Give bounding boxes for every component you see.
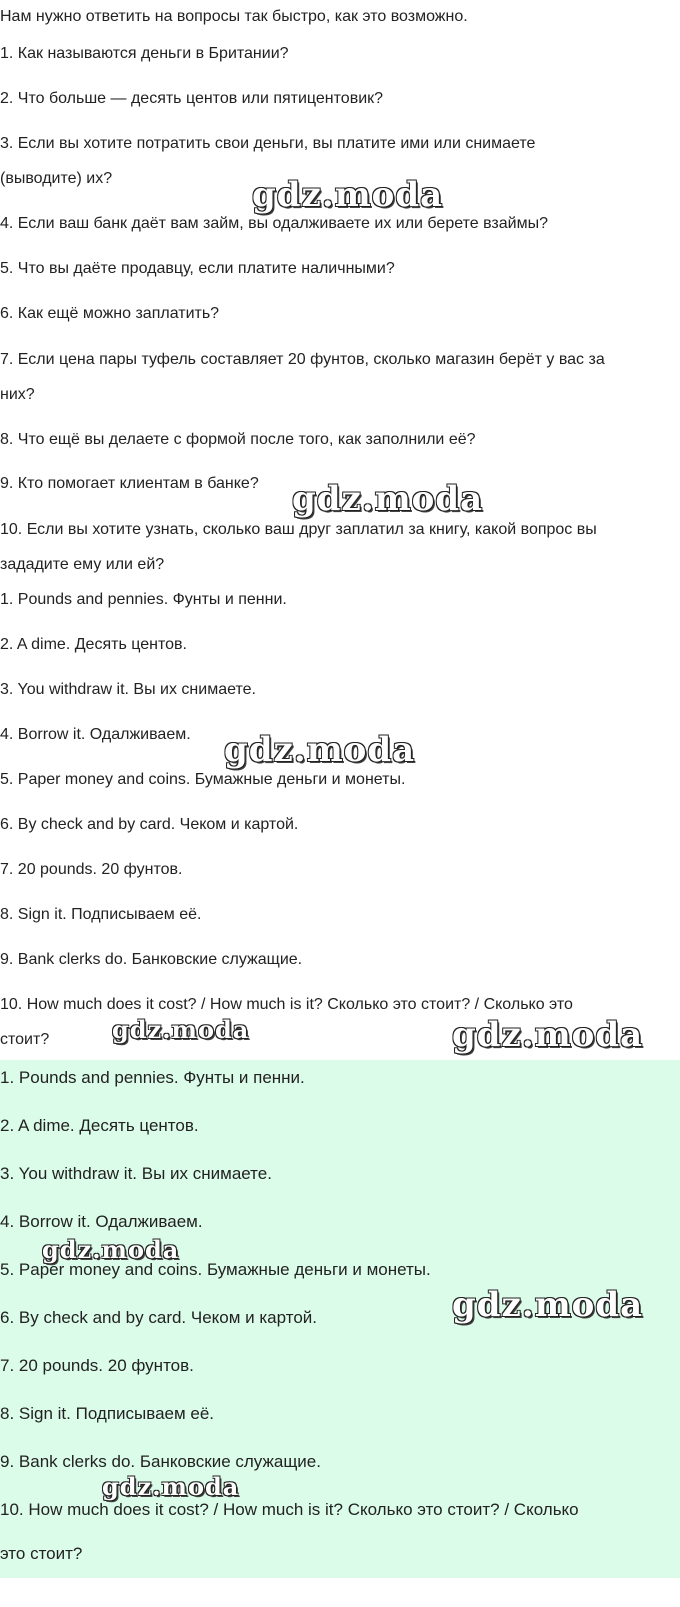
answer-line: 4. Borrow it. Одалживаем. — [0, 726, 191, 743]
answer-line: 4. Borrow it. Одалживаем. — [0, 1212, 203, 1231]
question-line: зададите ему или ей? — [0, 556, 165, 573]
question-line: 4. Если ваш банк даёт вам займ, вы одалживаете их или берете взаймы? — [0, 215, 548, 232]
answer-line: 9. Bank clerks do. Банковские служащие. — [0, 951, 303, 968]
question-line: 2. Что больше — десять центов или пятицентовик? — [0, 90, 384, 107]
answer-line: 3. You withdraw it. Вы их снимаете. — [0, 1164, 272, 1183]
question-line: 9. Кто помогает клиентам в банке? — [0, 475, 259, 492]
watermark-logo: gdz.moda — [452, 1285, 644, 1325]
question-line: 7. Если цена пары туфель составляет 20 фунтов, сколько магазин берёт у вас за — [0, 351, 605, 368]
intro-text: Нам нужно ответить на вопросы так быстро, как это возможно. — [0, 8, 468, 25]
question-line: них? — [0, 386, 35, 403]
question-line: (выводите) их? — [0, 170, 113, 187]
question-line: 3. Если вы хотите потратить свои деньги, вы платите ими или снимаете — [0, 135, 536, 152]
question-line: 5. Что вы даёте продавцу, если платите наличными? — [0, 260, 395, 277]
answer-line: 7. 20 pounds. 20 фунтов. — [0, 1356, 194, 1375]
answer-line: 8. Sign it. Подписываем её. — [0, 906, 202, 923]
watermark-logo: gdz.moda — [42, 1235, 180, 1264]
answer-line: стоит? — [0, 1031, 50, 1048]
answer-line: это стоит? — [0, 1544, 83, 1563]
answer-line: 10. How much does it cost? / How much is it? Сколько это стоит? / Сколько это — [0, 996, 573, 1013]
answer-line: 2. A dime. Десять центов. — [0, 636, 187, 653]
answer-line: 5. Paper money and coins. Бумажные деньги и монеты. — [0, 1260, 431, 1279]
watermark-logo: gdz.moda — [292, 479, 484, 519]
question-line: 8. Что ещё вы делаете с формой после того, как заполнили её? — [0, 431, 476, 448]
answer-line: 8. Sign it. Подписываем её. — [0, 1404, 215, 1423]
answer-line: 9. Bank clerks do. Банковские служащие. — [0, 1452, 321, 1471]
watermark-logo: gdz.moda — [102, 1472, 240, 1501]
answer-line: 2. A dime. Десять центов. — [0, 1116, 199, 1135]
answer-line: 6. By check and by card. Чеком и картой. — [0, 816, 299, 833]
answer-line: 3. You withdraw it. Вы их снимаете. — [0, 681, 256, 698]
answer-line: 1. Pounds and pennies. Фунты и пенни. — [0, 591, 287, 608]
watermark-logo: gdz.moda — [252, 175, 444, 215]
answer-line: 10. How much does it cost? / How much is it? Сколько это стоит? / Сколько — [0, 1500, 579, 1519]
watermark-logo: gdz.moda — [452, 1015, 644, 1055]
answer-line: 7. 20 pounds. 20 фунтов. — [0, 861, 183, 878]
watermark-logo: gdz.moda — [112, 1015, 250, 1044]
answer-line: 5. Paper money and coins. Бумажные деньги и монеты. — [0, 771, 406, 788]
question-line: 6. Как ещё можно заплатить? — [0, 305, 220, 322]
question-line: 1. Как называются деньги в Британии? — [0, 45, 289, 62]
answer-line: 6. By check and by card. Чеком и картой. — [0, 1308, 317, 1327]
answer-line: 1. Pounds and pennies. Фунты и пенни. — [0, 1068, 305, 1087]
question-line: 10. Если вы хотите узнать, сколько ваш друг заплатил за книгу, какой вопрос вы — [0, 521, 597, 538]
watermark-logo: gdz.moda — [224, 730, 416, 770]
